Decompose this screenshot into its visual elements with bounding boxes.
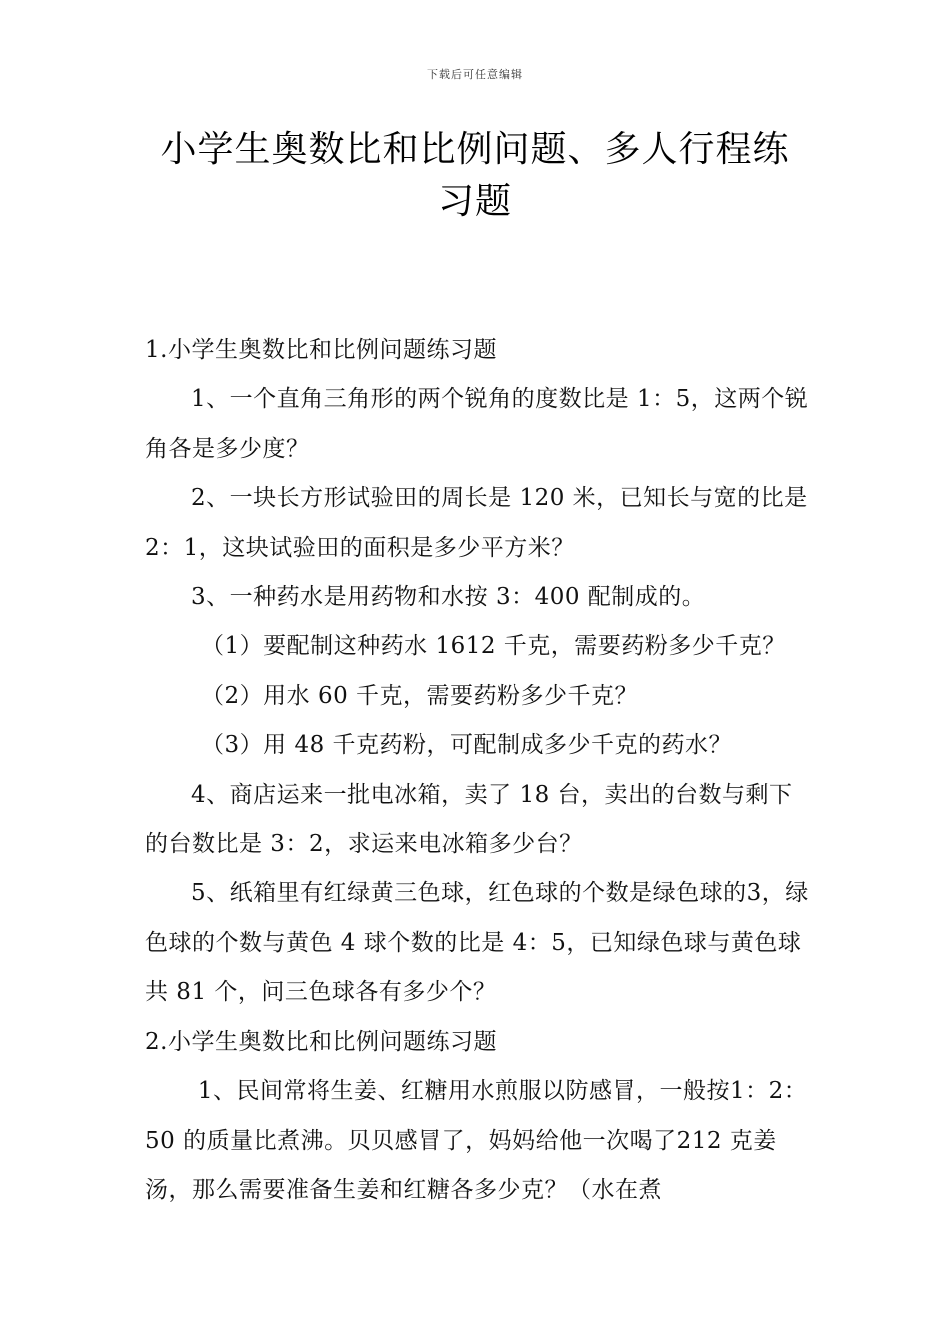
section-heading-1: 1.小学生奥数比和比例问题练习题 [145, 337, 497, 363]
sub-question-1-3-3: （3）用 48 千克药粉，可配制成多少千克的药水？ [201, 732, 733, 759]
document-title: 小学生奥数比和比例问题、多人行程练习题 [160, 129, 790, 222]
sub-question-1-3-1: （1）要配制这种药水 1612 千克，需要药粉多少千克？ [201, 633, 786, 660]
question-1-2: 2、一块长方形试验田的周长是 120 米，已知长与宽的比是 2：1，这块试验田的面积是多少平方米？ [145, 485, 808, 561]
question-1-5: 5、纸箱里有红绿黄三色球，红色球的个数是绿色球的3，绿色球的个数与黄色 4 球个数的比是 4：5，已知绿色球与黄色球共 81 个，问三色球各有多少个？ [145, 880, 809, 1006]
section-heading-2: 2.小学生奥数比和比例问题练习题 [145, 1028, 497, 1055]
question-2-1: 1、民间常将生姜、红糖用水煎服以防感冒，一般按1：2：50 的质量比煮沸。贝贝感冒了，妈妈给他一次喝了212 克姜汤，那么需要准备生姜和红糖各多少克？（水在煮 [145, 1078, 808, 1203]
document-body [145, 326, 810, 1215]
sub-question-1-3-2: （2）用水 60 千克，需要药粉多少千克？ [201, 682, 639, 709]
header-note: 下载后可任意编辑 [427, 68, 523, 81]
question-1-1: 1、一个直角三角形的两个锐角的度数比是 1：5，这两个锐角各是多少度？ [145, 386, 809, 462]
question-1-3: 3、一种药水是用药物和水按 3：400 配制成的。 [191, 584, 706, 611]
question-1-4: 4、商店运来一批电冰箱，卖了 18 台，卖出的台数与剩下的台数比是 3：2，求运来电冰箱多少台？ [145, 781, 793, 858]
